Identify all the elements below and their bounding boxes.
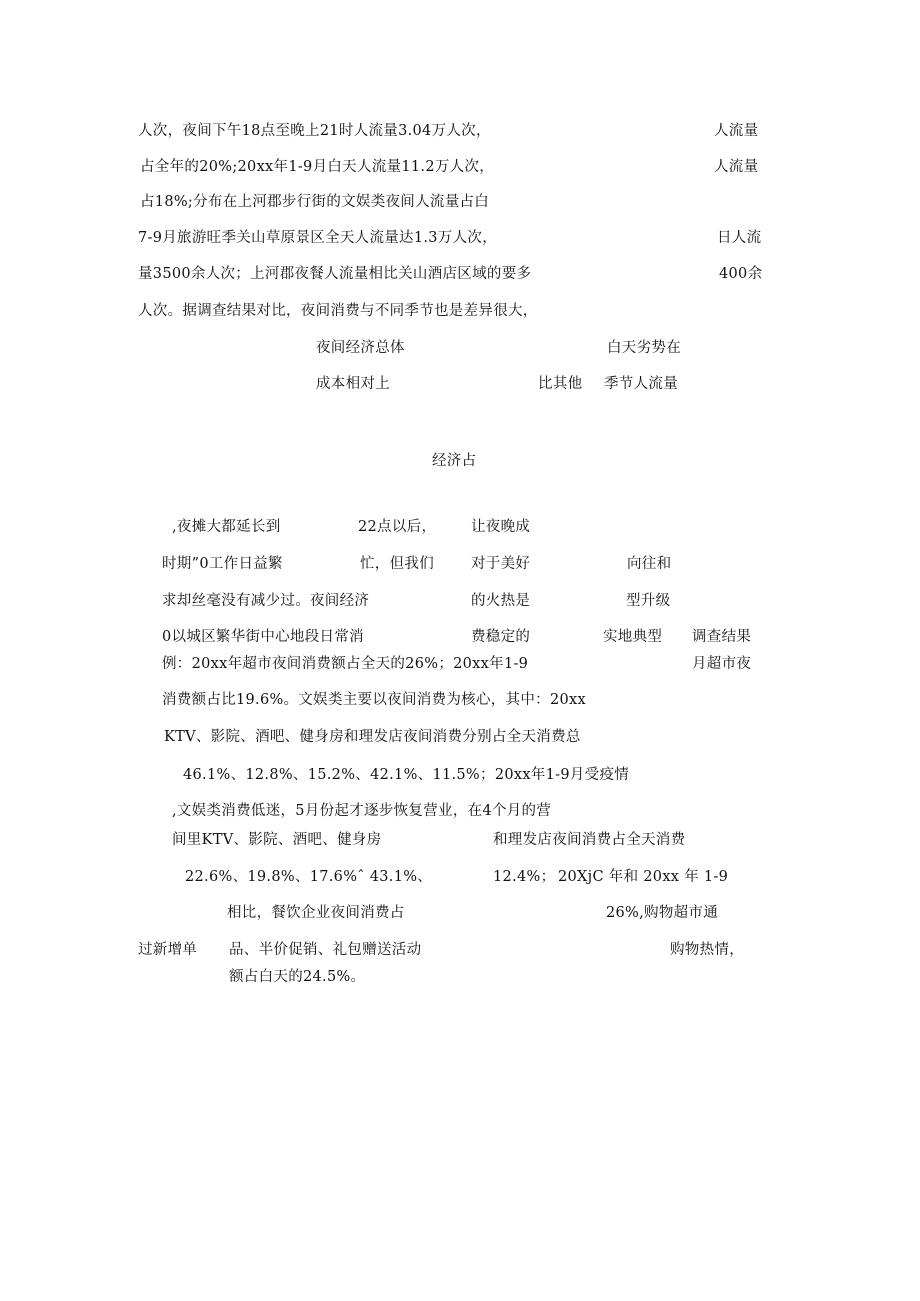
text-line: 46.1%、12.8%、15.2%、42.1%、11.5%；20xx年1-9月受疫情 xyxy=(183,767,630,783)
text-line: 占全年的20%;20xx年1-9月白天人流量11.2万人次， xyxy=(140,159,495,175)
text-line: ,文娱类消费低迷，5月份起才逐步恢复营业，在4个月的营 xyxy=(172,803,552,819)
text-fragment: 成本相对上 xyxy=(316,376,390,392)
text-fragment: 时期”0工作日益繁 xyxy=(162,556,283,572)
text-fragment: 实地典型 xyxy=(603,629,663,645)
text-fragment: 20XjC 年和 20xx 年 1-9 xyxy=(558,869,729,885)
text-fragment: 人流量 xyxy=(714,159,759,175)
text-fragment: 日人流 xyxy=(717,230,762,246)
text-fragment: 品、半价促销、礼包赠送活动 xyxy=(229,942,422,958)
text-fragment: 白天劣势在 xyxy=(607,340,681,356)
text-fragment: 求却丝毫没有减少过。夜间经济 xyxy=(162,593,370,609)
text-line: 占18%;分布在上河郡步行街的文娱类夜间人流量占白 xyxy=(140,194,490,210)
text-fragment: 型升级 xyxy=(626,593,671,609)
text-line: KTV、影院、酒吧、健身房和理发店夜间消费分别占全天消费总 xyxy=(164,729,581,745)
text-fragment: 费稳定的 xyxy=(471,629,531,645)
text-fragment: 季节人流量 xyxy=(604,376,678,392)
text-line: 人次。据调查结果对比，夜间消费与不同季节也是差异很大， xyxy=(138,303,538,319)
text-line: 量3500余人次；上河郡夜餐人流量相比关山酒店区域的要多 xyxy=(138,266,532,282)
text-fragment: 和理发店夜间消费占全天消费 xyxy=(493,832,686,848)
text-fragment: 经济占 xyxy=(432,453,477,469)
text-fragment: 相比，餐饮企业夜间消费占 xyxy=(227,905,405,921)
text-fragment: 的火热是 xyxy=(471,593,531,609)
text-fragment: 22.6%、19.8%、17.6%ˆ 43.1%、 xyxy=(185,869,433,885)
text-fragment: 22点以后， xyxy=(358,519,437,535)
text-fragment: 向往和 xyxy=(627,556,672,572)
text-fragment: 12.4%； xyxy=(493,869,556,885)
text-fragment: 夜间经济总体 xyxy=(316,340,405,356)
text-fragment: 人流量 xyxy=(714,123,759,139)
text-fragment: 月超市夜 xyxy=(692,656,752,672)
text-fragment: 过新增单 xyxy=(138,942,198,958)
text-fragment: 间里KTV、影院、酒吧、健身房 xyxy=(172,832,382,848)
text-fragment: 比其他 xyxy=(538,376,583,392)
text-fragment: 26%,购物超市通 xyxy=(606,905,719,921)
text-fragment: 400余 xyxy=(719,266,763,282)
text-fragment: 让夜晚成 xyxy=(471,519,531,535)
text-line: 例：20xx年超市夜间消费额占全天的26%；20xx年1-9 xyxy=(162,656,529,672)
text-fragment: 0以城区繁华街中心地段日常消 xyxy=(162,629,364,645)
text-fragment: 购物热情， xyxy=(670,942,744,958)
text-fragment: ,夜摊大都延长到 xyxy=(172,519,281,535)
text-fragment: 额占白天的24.5%。 xyxy=(229,969,366,985)
text-line: 消费额占比19.6%。文娱类主要以夜间消费为核心，其中：20xx xyxy=(162,692,586,708)
text-fragment: 忙，但我们 xyxy=(360,556,434,572)
text-fragment: 对于美好 xyxy=(471,556,531,572)
text-line: 人次，夜间下午18点至晚上21时人流量3.04万人次， xyxy=(138,123,491,139)
text-fragment: 调查结果 xyxy=(692,629,752,645)
text-line: 7-9月旅游旺季关山草原景区全天人流量达1.3万人次， xyxy=(138,230,498,246)
